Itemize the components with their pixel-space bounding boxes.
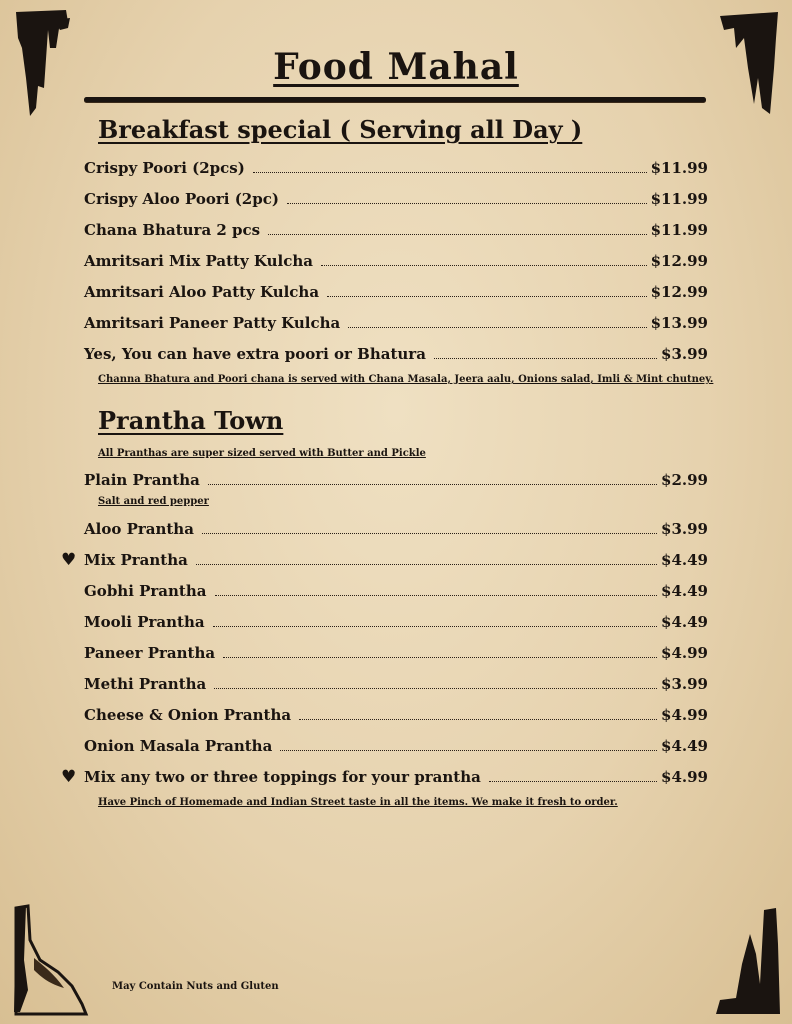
dot-leader — [489, 769, 657, 782]
item-price: $12.99 — [650, 283, 708, 301]
menu-item — [84, 675, 708, 697]
item-price: $12.99 — [650, 252, 708, 270]
dot-leader — [327, 284, 647, 297]
dot-leader — [213, 614, 657, 627]
item-price: $13.99 — [650, 314, 708, 332]
item-price: $4.99 — [661, 644, 708, 662]
menu-item — [84, 252, 708, 274]
prantha-intro: All Pranthas are super sized served with Butter and Pickle — [98, 448, 426, 459]
item-price: $4.49 — [661, 582, 708, 600]
dot-leader — [348, 315, 646, 328]
menu-item — [84, 190, 708, 212]
item-name: Amritsari Paneer Patty Kulcha — [84, 314, 341, 332]
menu-item — [84, 644, 708, 666]
menu-item — [84, 737, 708, 759]
dot-leader — [202, 521, 657, 534]
prantha-note: Have Pinch of Homemade and Indian Street taste in all the items. We make it fresh to order. — [98, 797, 618, 808]
item-price: $11.99 — [650, 221, 708, 239]
item-price: $4.49 — [661, 737, 708, 755]
item-name: Crispy Aloo Poori (2pc) — [84, 190, 279, 208]
menu-item — [84, 706, 708, 728]
item-name: Aloo Prantha — [84, 520, 194, 538]
item-price: $3.99 — [661, 675, 708, 693]
item-name: Plain Prantha — [84, 471, 200, 489]
item-price: $11.99 — [650, 190, 708, 208]
item-name: Methi Prantha — [84, 675, 207, 693]
bottom-right-ornament-icon — [706, 904, 786, 1018]
item-name: Amritsari Mix Patty Kulcha — [84, 252, 313, 270]
dot-leader — [214, 676, 657, 689]
item-price: $3.99 — [661, 520, 708, 538]
item-name: Onion Masala Prantha — [84, 737, 273, 755]
title-divider — [84, 97, 706, 102]
item-name: Paneer Prantha — [84, 644, 216, 662]
menu-item — [84, 582, 708, 604]
menu-item — [84, 283, 708, 305]
bottom-left-ornament-icon — [10, 900, 90, 1018]
dot-leader — [321, 253, 647, 266]
item-price: $3.99 — [661, 345, 708, 363]
heart-icon: ♥ — [61, 767, 77, 787]
dot-leader — [434, 346, 657, 359]
item-name: Amritsari Aloo Patty Kulcha — [84, 283, 320, 301]
menu-item — [84, 471, 708, 493]
item-price: $2.99 — [661, 471, 708, 489]
item-name: Mix Prantha — [84, 551, 188, 569]
dot-leader — [299, 707, 657, 720]
item-name: Cheese & Onion Prantha — [84, 706, 292, 724]
dot-leader — [253, 160, 647, 173]
item-name: Mooli Prantha — [84, 613, 205, 631]
breakfast-note: Channa Bhatura and Poori chana is served with Chana Masala, Jeera aalu, Onions salad, Imli & Mint chutney. — [98, 374, 714, 385]
dot-leader — [196, 552, 657, 565]
item-name: Mix any two or three toppings for your prantha — [84, 768, 481, 786]
menu-item — [84, 314, 708, 336]
menu-item — [84, 159, 708, 181]
item-price: $4.99 — [661, 768, 708, 786]
dot-leader — [287, 191, 647, 204]
dot-leader — [208, 472, 657, 485]
item-name: Gobhi Prantha — [84, 582, 207, 600]
menu-item — [84, 613, 708, 635]
plain-prantha-note: Salt and red pepper — [98, 496, 209, 507]
allergen-notice: May Contain Nuts and Gluten — [112, 981, 279, 992]
dot-leader — [223, 645, 657, 658]
dot-leader — [268, 222, 646, 235]
menu-item — [84, 221, 708, 243]
item-name: Chana Bhatura 2 pcs — [84, 221, 261, 239]
dot-leader — [215, 583, 658, 596]
item-price: $11.99 — [650, 159, 708, 177]
page-title: Food Mahal — [273, 46, 519, 88]
menu-item — [84, 520, 708, 542]
heart-icon: ♥ — [61, 550, 77, 570]
item-price: $4.49 — [661, 551, 708, 569]
item-name: Crispy Poori (2pcs) — [84, 159, 245, 177]
menu-item — [84, 768, 708, 790]
item-price: $4.49 — [661, 613, 708, 631]
item-name: Yes, You can have extra poori or Bhatura — [84, 345, 426, 363]
prantha-section-title: Prantha Town — [98, 406, 284, 435]
menu-item — [84, 551, 708, 573]
dot-leader — [280, 738, 657, 751]
menu-item — [84, 345, 708, 367]
breakfast-section-title: Breakfast special ( Serving all Day ) — [98, 115, 583, 144]
item-price: $4.99 — [661, 706, 708, 724]
